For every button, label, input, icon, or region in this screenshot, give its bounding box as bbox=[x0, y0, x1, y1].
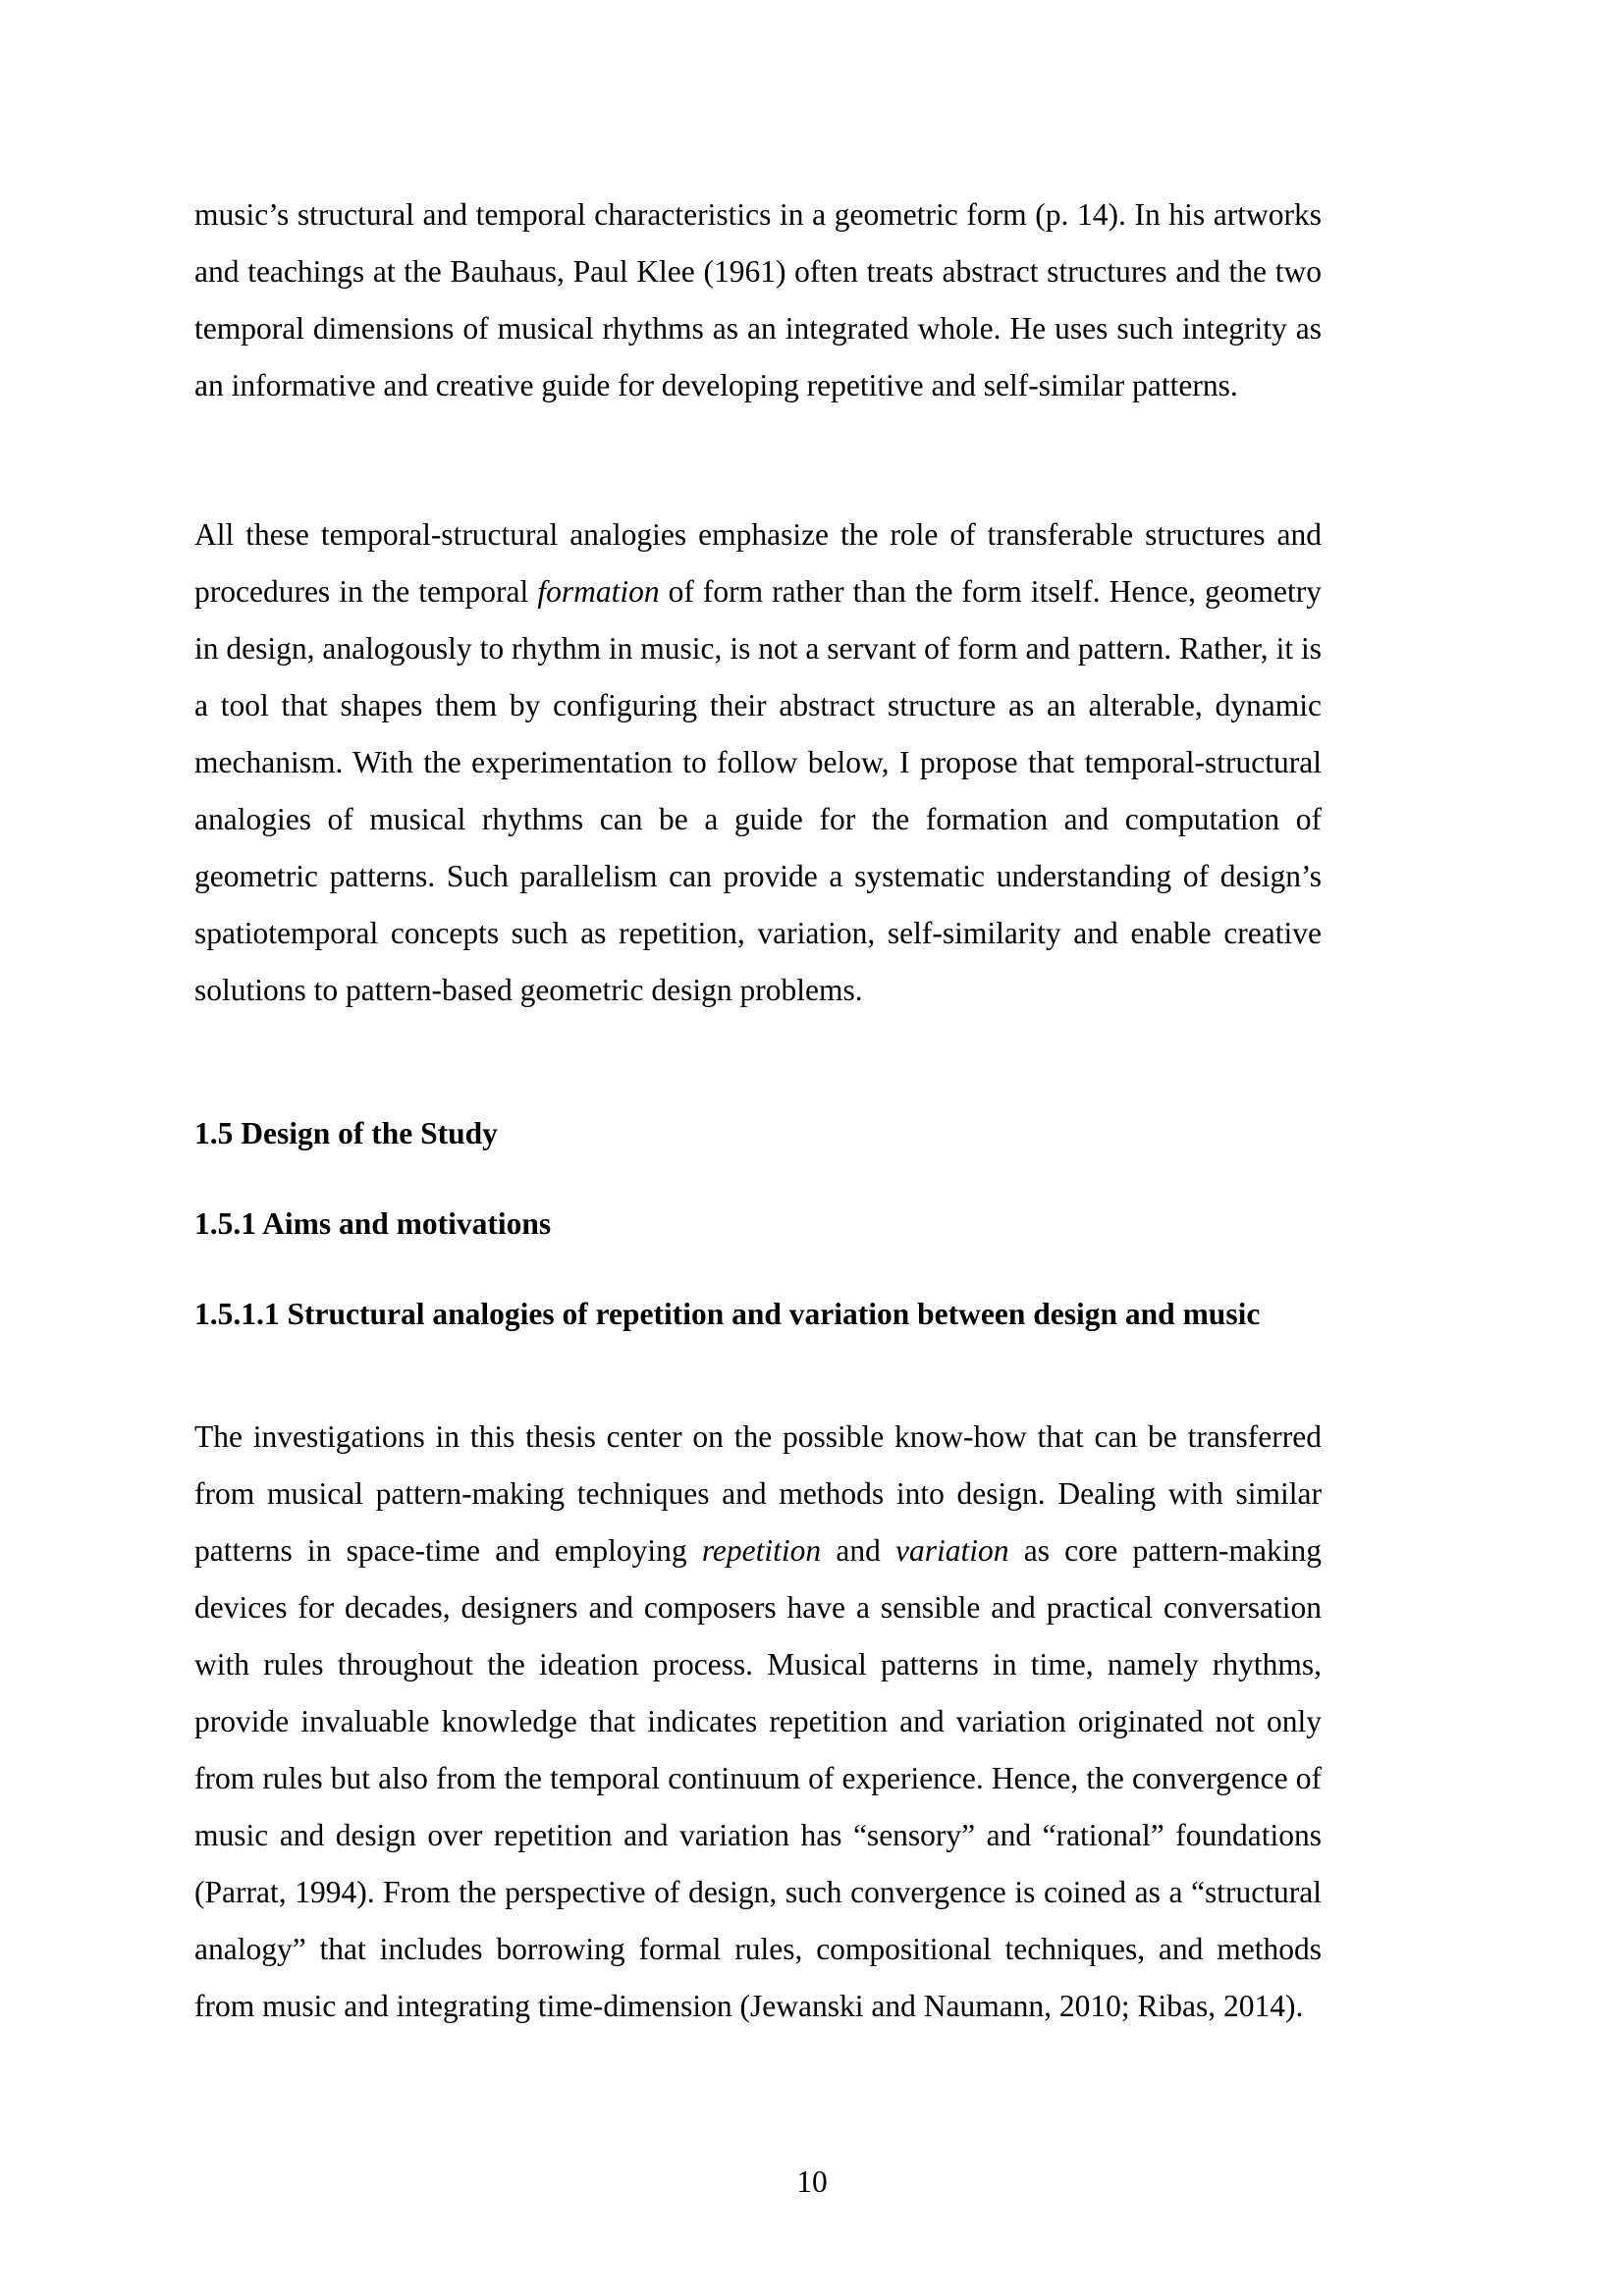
paragraph-text: as core pattern-making devices for decades, designers and composers have a sensible and practical conversation with rules throughout the ideation process. Musical patterns in time, namely rhythms, provide invaluable knowledge that indicates repetition and variation originated not only from rules but also from the temporal continuum of experience. Hence, the convergence of music and design over repetition and variation has “sensory” and “rational” foundations (Parrat, 1994). From the perspective of design, such convergence is coined as a “structural analogy” that includes borrowing formal rules, compositional techniques, and methods from music and integrating time-dimension (Jewanski and Naumann, 2010; Ribas, 2014). bbox=[194, 1533, 1322, 2023]
heading-section-1-5: 1.5 Design of the Study bbox=[194, 1116, 498, 1150]
paragraph-klee: music’s structural and temporal characteristics in a geometric form (p. 14). In his artworks and teachings at the Bauhaus, Paul Klee (1961) often treats abstract structures and the two temporal dimensions of musical rhythms as an integrated whole. He uses such integrity as an informative and creative guide for developing repetitive and self-similar patterns. bbox=[194, 197, 1322, 402]
paragraph-temporal-structural-analogies bbox=[194, 507, 1322, 1019]
heading-section-1-5-1-1: 1.5.1.1 Structural analogies of repetition and variation between design and music bbox=[194, 1297, 1261, 1331]
italic-term-variation: variation bbox=[895, 1533, 1009, 1568]
italic-term-formation: formation bbox=[537, 574, 660, 609]
paragraph-investigations bbox=[194, 1409, 1322, 2035]
paragraph-text: The investigations in this thesis center on the possible know-how that can be transferred from musical pattern-making techniques and methods into design. Dealing with similar patterns in space-time and employing bbox=[194, 1419, 1322, 1568]
italic-term-repetition: repetition bbox=[701, 1533, 822, 1568]
paragraph-text: All these temporal-structural analogies emphasize the role of transferable structures and procedures in the temporal bbox=[194, 517, 1322, 609]
paragraph-text: and bbox=[821, 1533, 896, 1568]
paragraph-text: of form rather than the form itself. Hence, geometry in design, analogously to rhythm in music, is not a servant of form and pattern. Rather, it is a tool that shapes them by configuring their abstract structure as an alterable, dynamic mechanism. With the experimentation to follow below, I propose that temporal-structural analogies of musical rhythms can be a guide for the formation and computation of geometric patterns. Such parallelism can provide a systematic understanding of design’s spatiotemporal concepts such as repetition, variation, self-similarity and enable creative solutions to pattern-based geometric design problems. bbox=[194, 574, 1322, 1007]
page-number: 10 bbox=[796, 2164, 828, 2199]
heading-section-1-5-1: 1.5.1 Aims and motivations bbox=[194, 1206, 552, 1241]
